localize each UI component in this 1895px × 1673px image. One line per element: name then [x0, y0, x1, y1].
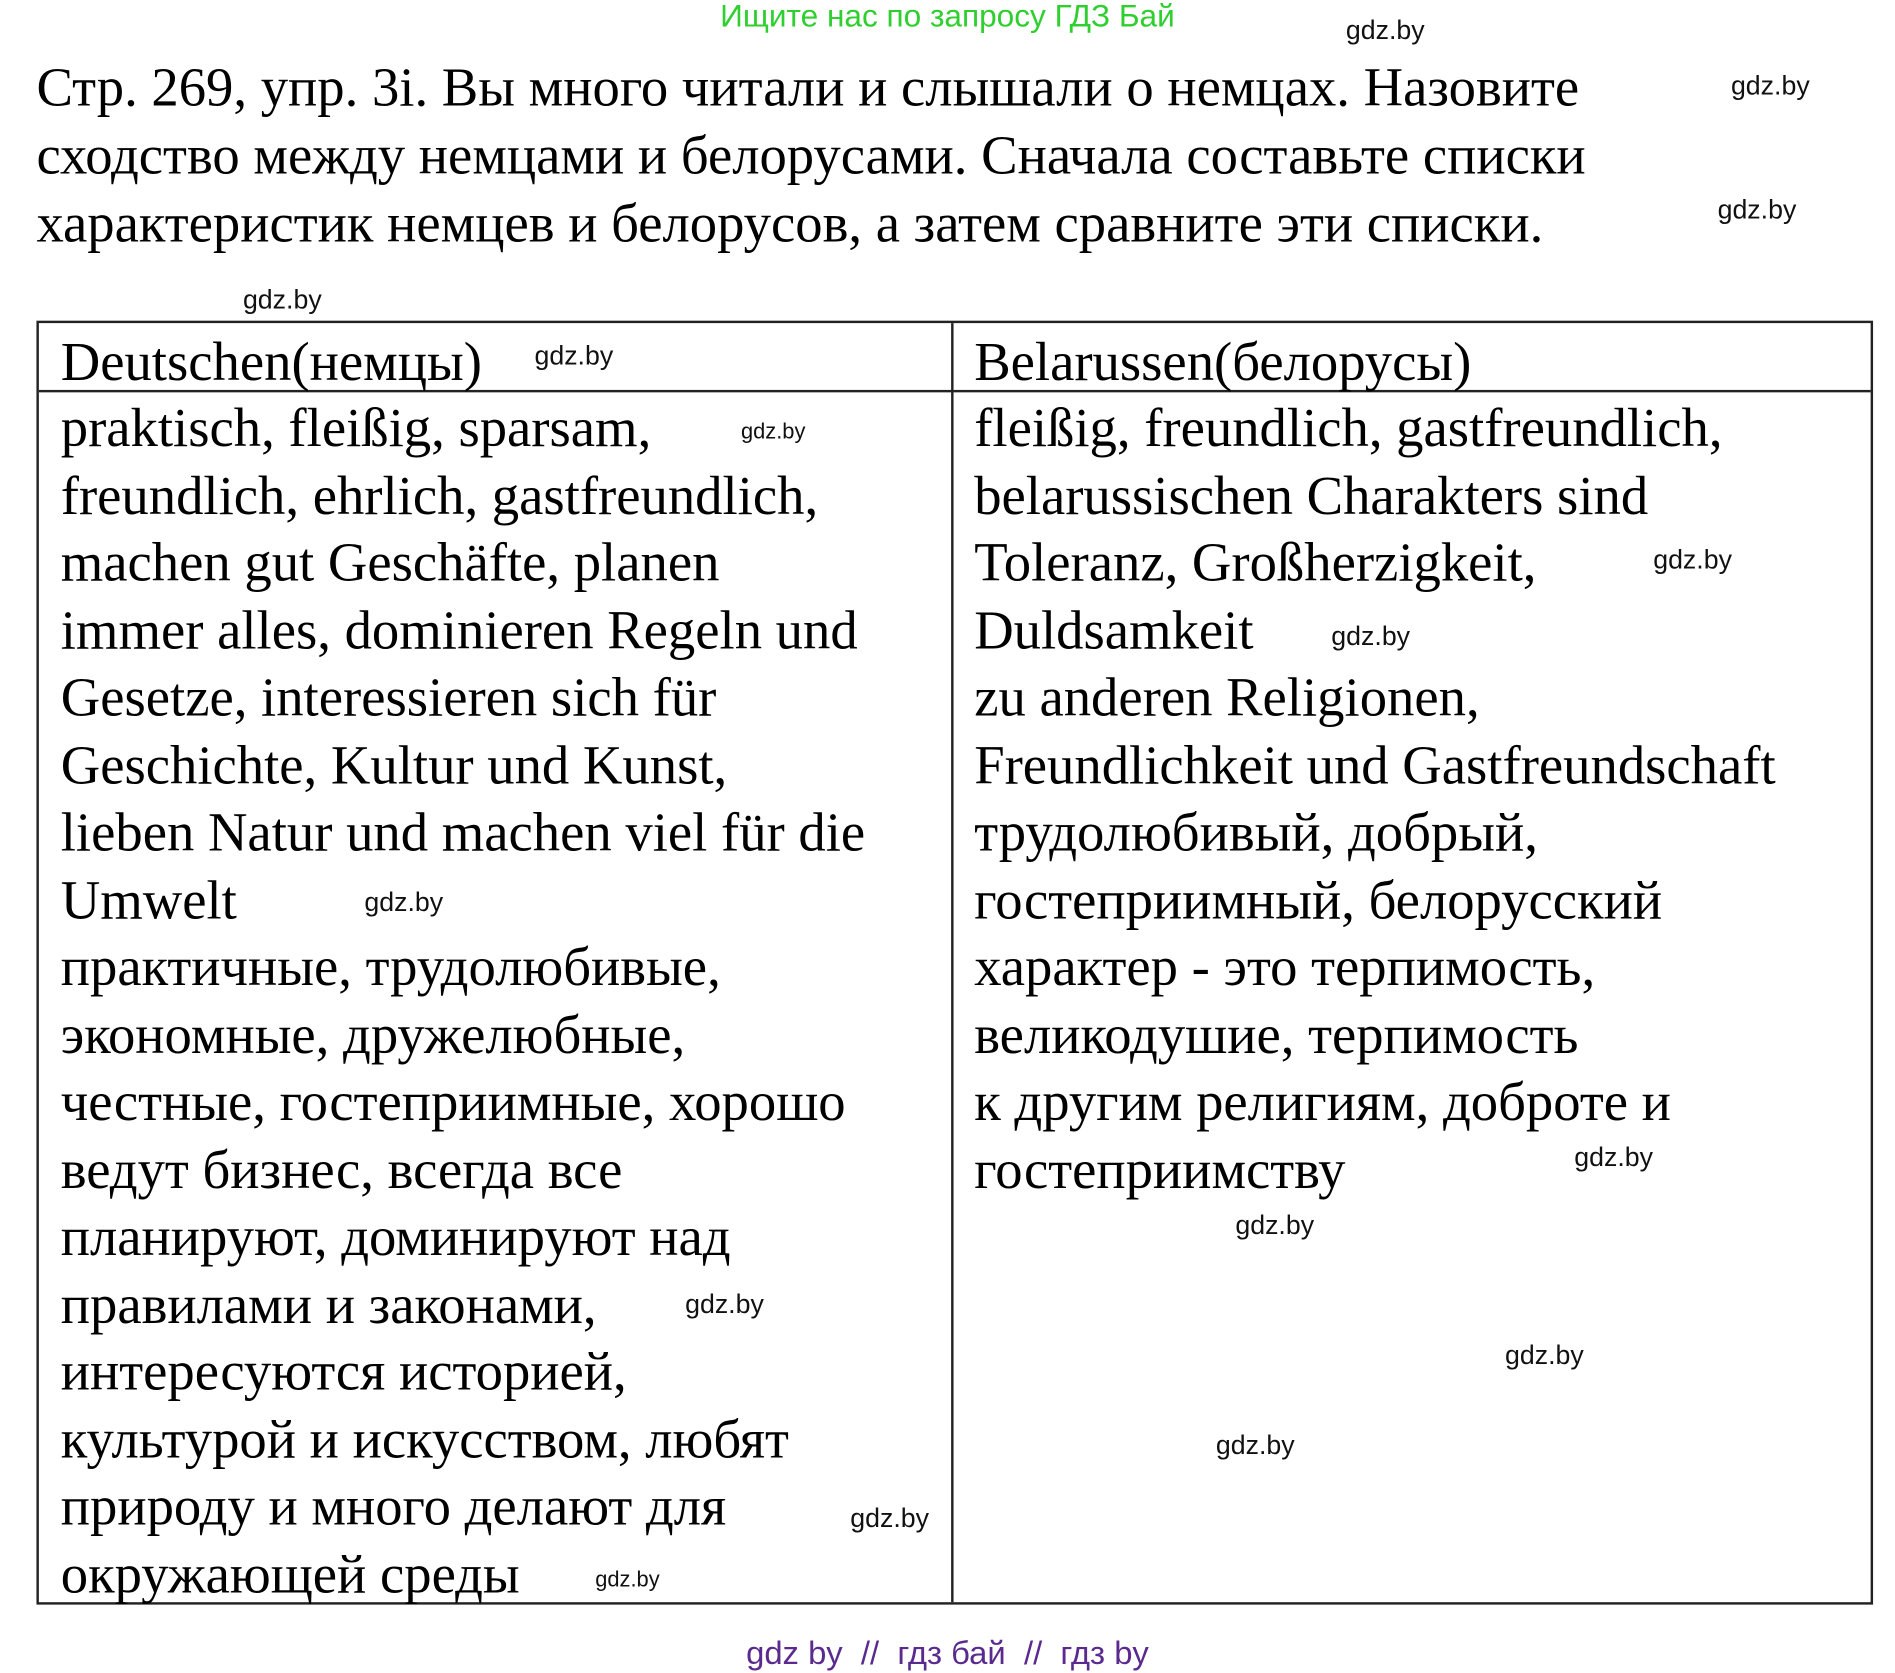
comparison-table — [36, 321, 1873, 1605]
cell-line: zu anderen Religionen, — [974, 666, 1480, 728]
watermark: gdz.by — [1505, 1339, 1584, 1371]
watermark: gdz.by — [1730, 70, 1810, 101]
cell-line: Umwelt — [60, 869, 237, 930]
footer-links: gdz by // гдз бай // гдз by — [746, 1634, 1149, 1672]
cell-line: природу и много делают для — [60, 1475, 727, 1537]
cell-line: культурой и искусством, любят — [60, 1408, 789, 1470]
cell-line: окружающей среды — [60, 1543, 520, 1605]
column-divider — [951, 323, 953, 1602]
heading-line: характеристик немцев и белорусов, а затем сравните эти списки. — [36, 193, 1544, 254]
cell-line: belarussischen Charakters sind — [974, 464, 1649, 526]
belarusians-column — [974, 395, 1775, 1204]
watermark: gdz.by — [1331, 620, 1411, 652]
watermark: gdz.by — [242, 284, 322, 315]
cell-line: честные, гостеприимные, хорошо — [60, 1071, 846, 1133]
watermark: gdz.by — [740, 419, 806, 444]
watermark: gdz.by — [685, 1288, 764, 1320]
cell-line: трудолюбивый, добрый, — [974, 801, 1538, 863]
watermark: gdz.by — [1215, 1429, 1295, 1461]
header-belarusians: Belarussen(белорусы) — [974, 331, 1472, 393]
watermark: gdz.by — [1574, 1141, 1653, 1173]
cell-line: гостеприимный, белорусский — [974, 869, 1663, 930]
cell-line: характер - это терпимость, — [974, 936, 1596, 998]
watermark: gdz.by — [1345, 14, 1425, 45]
heading-line: Стр. 269, упр. 3i. Вы много читали и слышали о немцах. Назовите — [36, 57, 1580, 118]
exercise-heading — [36, 53, 1585, 257]
cell-line: гостеприимству — [974, 1138, 1346, 1200]
cell-line: Duldsamkeit — [974, 599, 1254, 661]
watermark: gdz.by — [1653, 544, 1732, 575]
cell-line: правилами и законами, — [60, 1273, 597, 1335]
cell-line: к другим религиям, доброте и — [974, 1071, 1671, 1133]
cell-line: praktisch, fleißig, sparsam, — [60, 397, 652, 458]
cell-line: великодушие, терпимость — [974, 1003, 1579, 1065]
watermark: gdz.by — [364, 886, 444, 918]
cell-line: практичные, трудолюбивые, — [60, 936, 721, 998]
cell-line: immer alles, dominieren Regeln und — [60, 599, 858, 661]
search-hint: Ищите нас по запросу ГДЗ Бай — [720, 0, 1175, 35]
cell-line: lieben Natur und machen viel für die — [60, 801, 866, 863]
watermark: gdz.by — [850, 1502, 930, 1533]
cell-line: экономные, дружелюбные, — [60, 1003, 686, 1065]
cell-line: freundlich, ehrlich, gastfreundlich, — [60, 464, 819, 526]
cell-line: machen gut Geschäfte, planen — [60, 532, 720, 593]
watermark: gdz.by — [534, 340, 614, 371]
cell-line: Gesetze, interessieren sich für — [60, 666, 717, 728]
cell-line: Freundlichkeit und Gastfreundschaft — [974, 734, 1776, 796]
watermark: gdz.by — [1717, 194, 1797, 225]
cell-line: ведут бизнес, всегда все — [60, 1138, 623, 1200]
cell-line: Geschichte, Kultur und Kunst, — [60, 734, 728, 796]
cell-line: fleißig, freundlich, gastfreundlich, — [974, 397, 1723, 458]
watermark: gdz.by — [1235, 1209, 1315, 1241]
cell-line: Toleranz, Großherzigkeit, — [974, 532, 1537, 593]
watermark: gdz.by — [595, 1566, 660, 1592]
heading-line: сходство между немцами и белорусами. Сначала составьте списки — [36, 125, 1586, 186]
cell-line: интересуются историей, — [60, 1341, 627, 1402]
germans-column — [61, 395, 865, 1608]
cell-line: планируют, доминируют над — [60, 1206, 731, 1267]
header-germans: Deutschen(немцы) — [60, 331, 482, 393]
